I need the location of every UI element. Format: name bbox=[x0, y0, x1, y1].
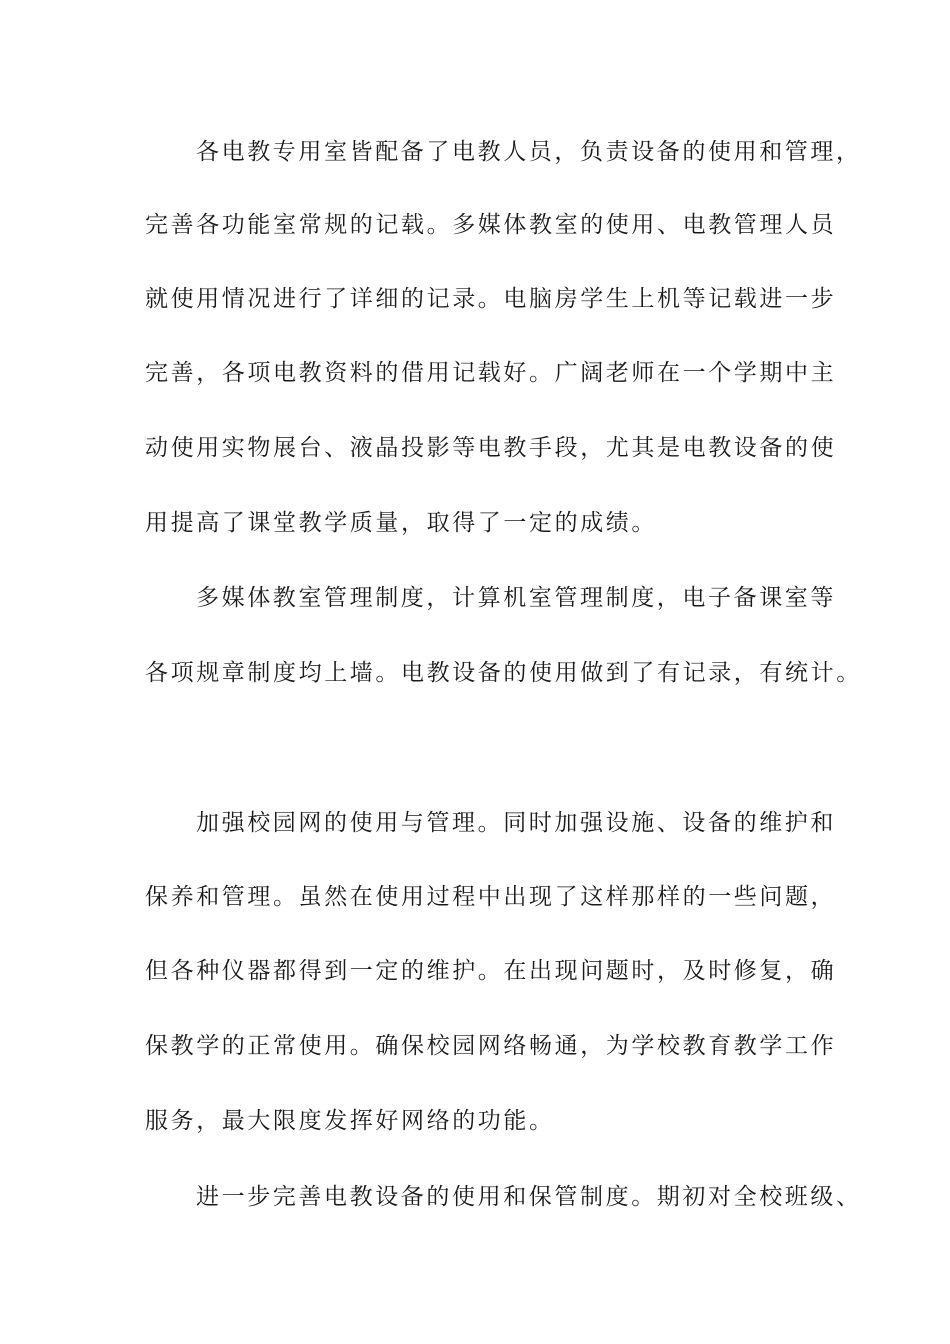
paragraph-3-line-4: 保教学的正常使用。确保校园网络畅通，为学校教育教学工作 bbox=[145, 1033, 837, 1059]
paragraph-3-line-5: 服务，最大限度发挥好网络的功能。 bbox=[145, 1108, 555, 1134]
paragraph-1-line-1: 各电教专用室皆配备了电教人员，负责设备的使用和管理， bbox=[196, 139, 862, 165]
paragraph-3-line-2: 保养和管理。虽然在使用过程中出现了这样那样的一些问题， bbox=[145, 884, 837, 910]
paragraph-3-line-1: 加强校园网的使用与管理。同时加强设施、设备的维护和 bbox=[196, 810, 836, 836]
paragraph-1-line-2: 完善各功能室常规的记载。多媒体教室的使用、电教管理人员 bbox=[145, 212, 837, 238]
paragraph-1-line-4: 完善，各项电教资料的借用记载好。广阔老师在一个学期中主 bbox=[145, 360, 837, 386]
paragraph-2-line-1: 多媒体教室管理制度，计算机室管理制度，电子备课室等 bbox=[196, 585, 836, 611]
paragraph-1-line-3: 就使用情况进行了详细的记录。电脑房学生上机等记载进一步 bbox=[145, 286, 837, 312]
paragraph-2-line-2: 各项规章制度均上墙。电教设备的使用做到了有记录，有统计。 bbox=[145, 660, 862, 686]
paragraph-4-line-1: 进一步完善电教设备的使用和保管制度。期初对全校班级、 bbox=[196, 1184, 862, 1210]
paragraph-3-line-3: 但各种仪器都得到一定的维护。在出现问题时，及时修复，确 bbox=[145, 958, 837, 984]
paragraph-1-line-5: 动使用实物展台、液晶投影等电教手段，尤其是电教设备的使 bbox=[145, 435, 837, 461]
paragraph-1-line-6: 用提高了课堂教学质量，取得了一定的成绩。 bbox=[145, 510, 657, 536]
